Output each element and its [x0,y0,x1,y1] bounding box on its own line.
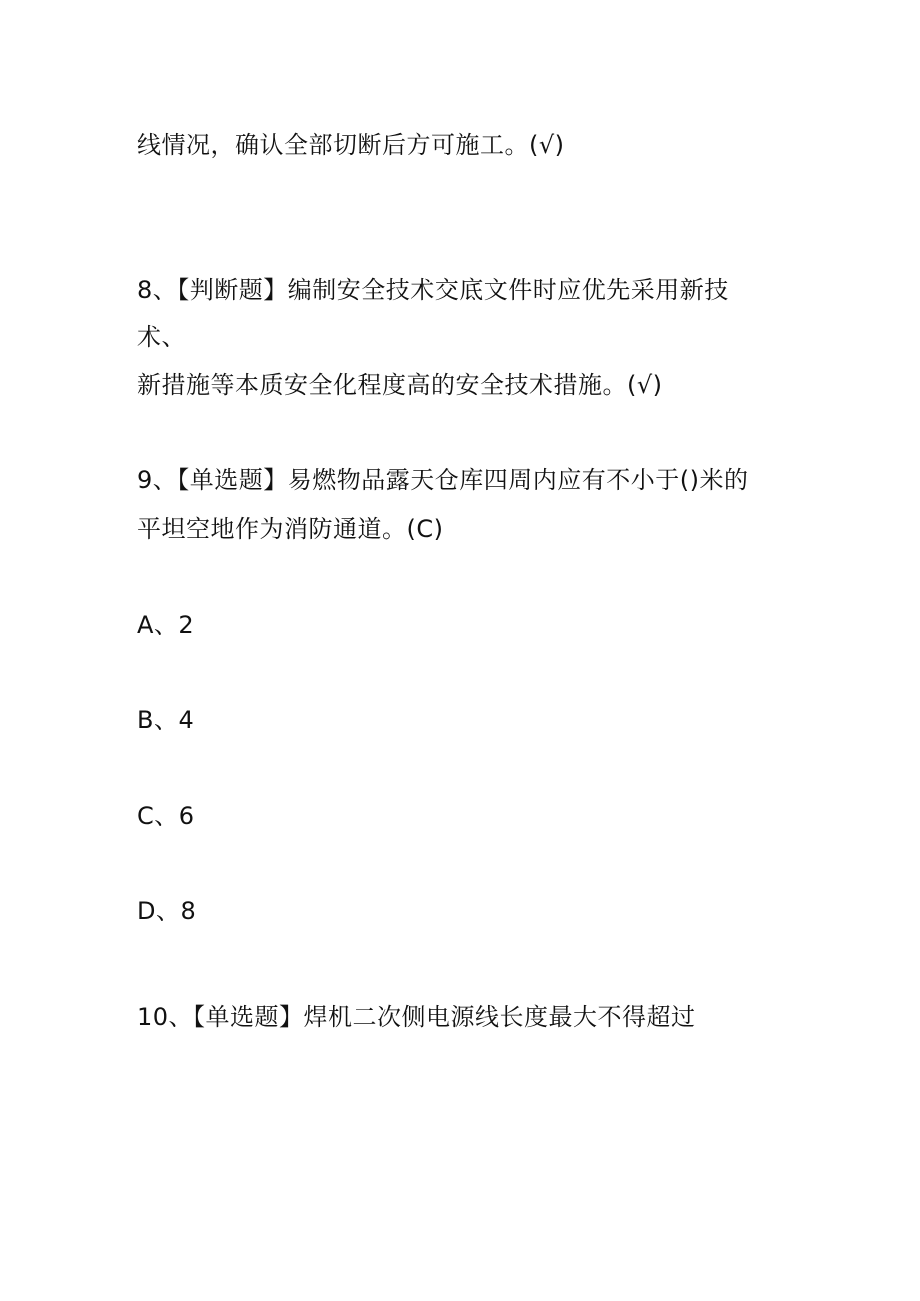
option-d: D、8 [137,897,197,925]
option-c: C、6 [137,802,195,830]
question-9-line-2: 平坦空地作为消防通道。(C) [137,515,444,543]
question-8-line-1: 8、【判断题】编制安全技术交底文件时应优先采用新技 [137,276,729,304]
option-b: B、4 [137,706,195,734]
question-8-line-3: 新措施等本质安全化程度高的安全技术措施。(√) [137,371,663,399]
question-8-line-2: 术、 [137,323,186,351]
question-9-line-1: 9、【单选题】易燃物品露天仓库四周内应有不小于()米的 [137,466,749,494]
question-10-line-1: 10、【单选题】焊机二次侧电源线长度最大不得超过 [137,1003,696,1031]
option-a: A、2 [137,611,195,639]
continuation-text: 线情况，确认全部切断后方可施工。(√) [137,131,565,159]
